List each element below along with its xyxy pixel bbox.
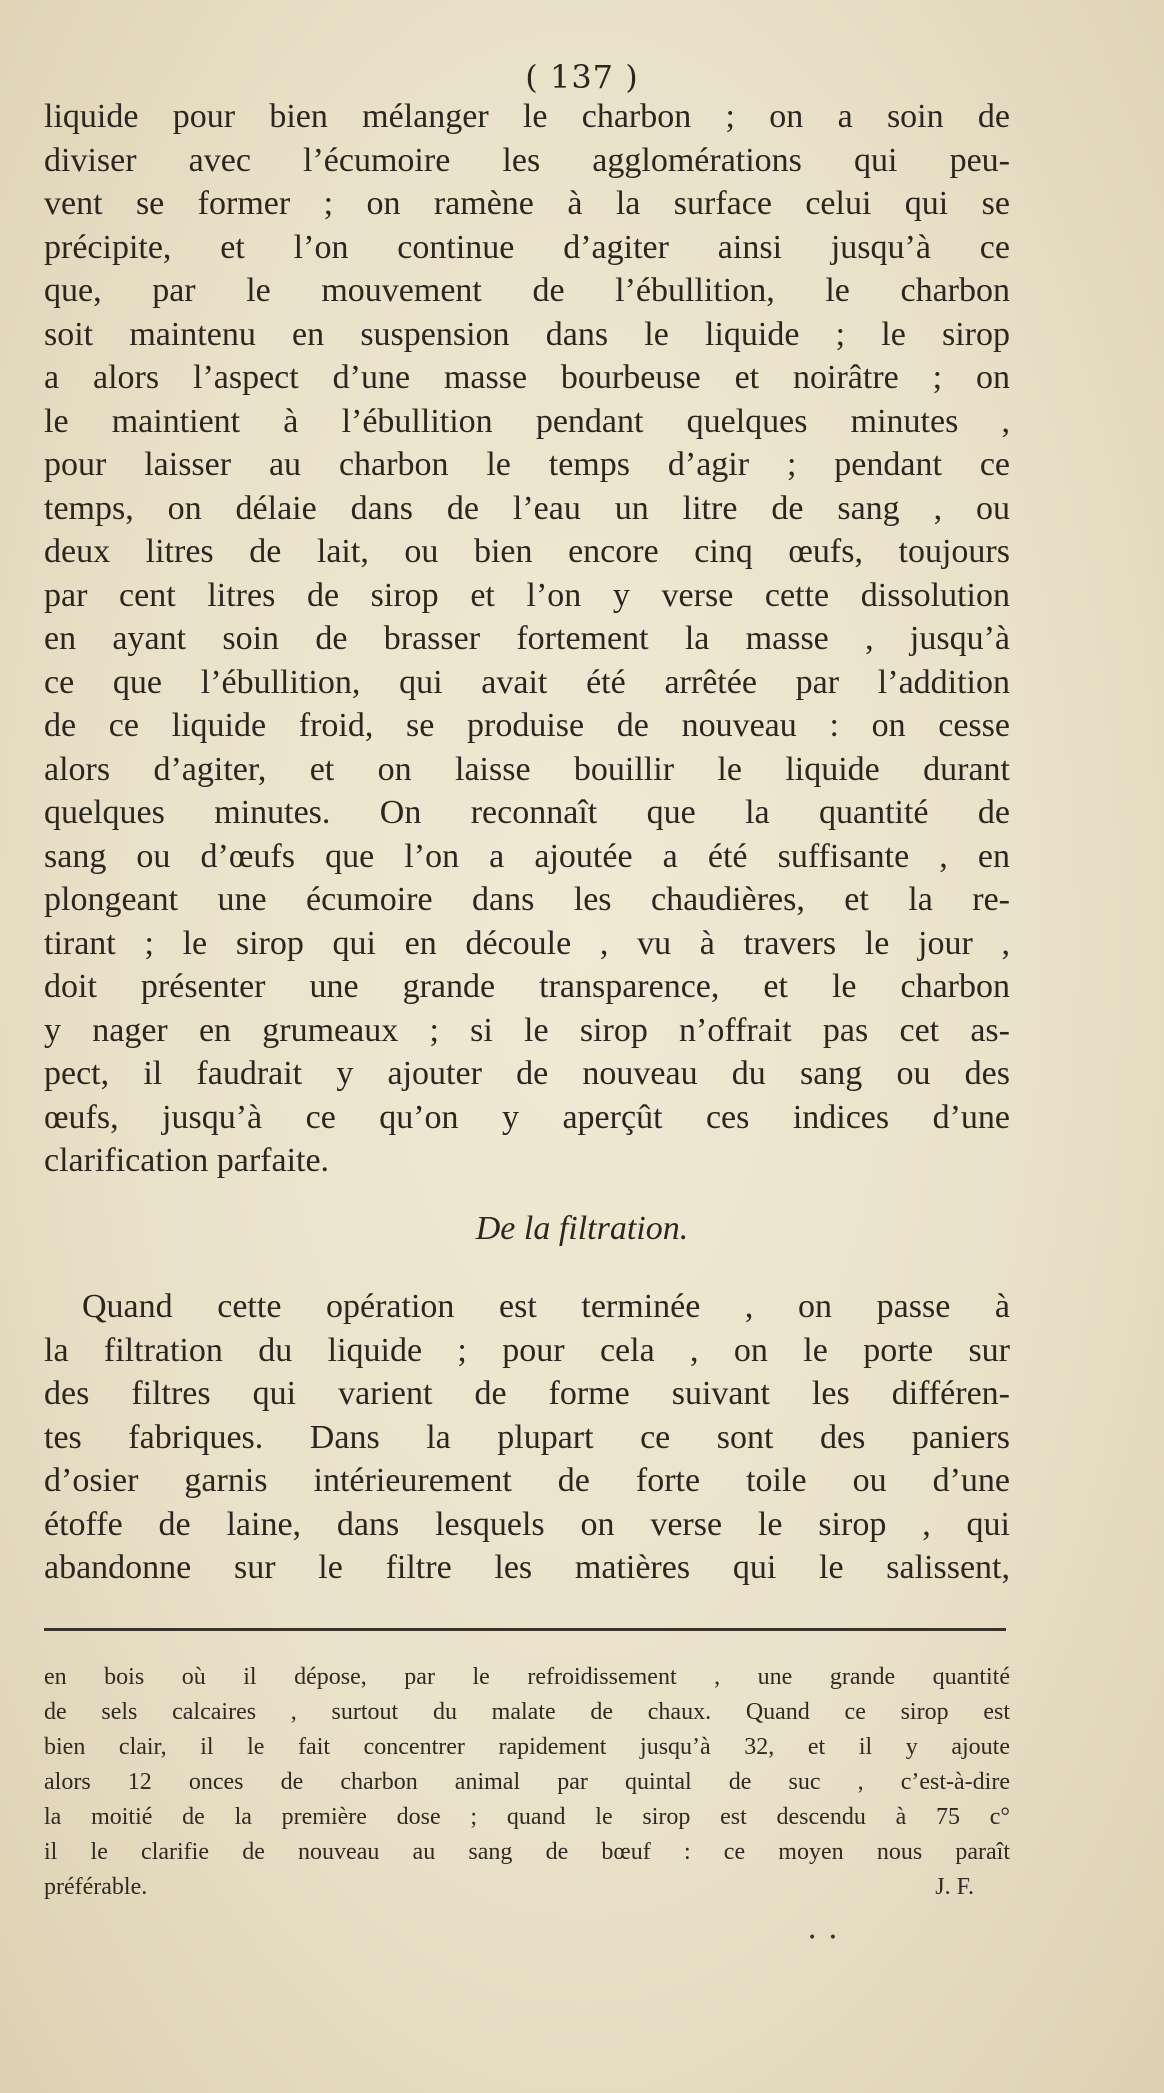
text-line: d’osier garnis intérieurement de forte toile ou d’une bbox=[44, 1462, 1010, 1499]
text-line: diviser avec l’écumoire les agglomérations qui peu- bbox=[44, 141, 1010, 179]
text-line: soit maintenu en suspension dans le liquide ; le sirop bbox=[44, 315, 1010, 353]
text-line: pect, il faudrait y ajouter de nouveau du sang ou des bbox=[44, 1055, 1010, 1092]
text-line: plongeant une écumoire dans les chaudières, et la re- bbox=[44, 881, 1010, 918]
footnote-line: alors 12 onces de charbon animal par quintal de suc , c’est-à-dire bbox=[44, 1769, 1010, 1795]
footnote-line: la moitié de la première dose ; quand le sirop est descendu à 75 c° bbox=[44, 1804, 1010, 1830]
footnote-signature: J. F. bbox=[935, 1874, 974, 1900]
text-line: doit présenter une grande transparence, et le charbon bbox=[44, 968, 1010, 1005]
paragraph-1 bbox=[44, 95, 1010, 1183]
text-line: vent se former ; on ramène à la surface celui qui se bbox=[44, 185, 1010, 222]
text-line: tirant ; le sirop qui en découle , vu à travers le jour , bbox=[44, 924, 1010, 962]
text-line: tes fabriques. Dans la plupart ce sont des paniers bbox=[44, 1418, 1010, 1456]
text-line: que, par le mouvement de l’ébullition, le charbon bbox=[44, 272, 1010, 309]
paragraph-2 bbox=[44, 1285, 1010, 1590]
text-line: en ayant soin de brasser fortement la masse , jusqu’à bbox=[44, 620, 1010, 657]
footnote-line: il le clarifie de nouveau au sang de bœuf : ce moyen nous paraît bbox=[44, 1839, 1010, 1865]
text-line: ce que l’ébullition, qui avait été arrêtée par l’addition bbox=[44, 663, 1010, 701]
footnote-line: bien clair, il le fait concentrer rapidement jusqu’à 32, et il y ajoute bbox=[44, 1734, 1010, 1760]
page-number: ( 137 ) bbox=[525, 58, 639, 96]
text-line: alors d’agiter, et on laisse bouillir le liquide durant bbox=[44, 750, 1010, 788]
text-line: des filtres qui varient de forme suivant les différen- bbox=[44, 1375, 1010, 1412]
footnote-divider bbox=[44, 1628, 1006, 1631]
text-line: par cent litres de sirop et l’on y verse cette dissolution bbox=[44, 576, 1010, 614]
text-line: précipite, et l’on continue d’agiter ainsi jusqu’à ce bbox=[44, 228, 1010, 266]
footnote-line: en bois où il dépose, par le refroidissement , une grande quantité bbox=[44, 1664, 1010, 1690]
text-line: abandonne sur le filtre les matières qui le salissent, bbox=[44, 1549, 1010, 1586]
text-line: clarification parfaite. bbox=[44, 1142, 330, 1179]
text-line: œufs, jusqu’à ce qu’on y aperçût ces indices d’une bbox=[44, 1098, 1010, 1136]
signature-mark: • • bbox=[808, 1930, 841, 1946]
footnote-last-row bbox=[44, 1870, 974, 1905]
text-line: a alors l’aspect d’une masse bourbeuse et noirâtre ; on bbox=[44, 359, 1010, 396]
text-line: y nager en grumeaux ; si le sirop n’offrait pas cet as- bbox=[44, 1011, 1010, 1049]
text-line: étoffe de laine, dans lesquels on verse le sirop , qui bbox=[44, 1505, 1010, 1543]
text-line: sang ou d’œufs que l’on a ajoutée a été suffisante , en bbox=[44, 837, 1010, 875]
text-line: pour laisser au charbon le temps d’agir ; pendant ce bbox=[44, 446, 1010, 483]
section-heading: De la filtration. bbox=[475, 1210, 689, 1247]
text-line: Quand cette opération est terminée , on passe à bbox=[82, 1288, 1010, 1325]
text-line: le maintient à l’ébullition pendant quelques minutes , bbox=[44, 402, 1010, 440]
text-line: temps, on délaie dans de l’eau un litre de sang , ou bbox=[44, 489, 1010, 527]
text-line: de ce liquide froid, se produise de nouveau : on cesse bbox=[44, 707, 1010, 744]
text-line: deux litres de lait, ou bien encore cinq œufs, toujours bbox=[44, 533, 1010, 570]
footnote bbox=[44, 1660, 1010, 1905]
footnote-line: de sels calcaires , surtout du malate de chaux. Quand ce sirop est bbox=[44, 1699, 1010, 1725]
text-line: la filtration du liquide ; pour cela , on le porte sur bbox=[44, 1331, 1010, 1369]
footnote-line: préférable. bbox=[44, 1874, 148, 1900]
text-line: quelques minutes. On reconnaît que la quantité de bbox=[44, 794, 1010, 831]
text-line: liquide pour bien mélanger le charbon ; on a soin de bbox=[44, 98, 1010, 135]
